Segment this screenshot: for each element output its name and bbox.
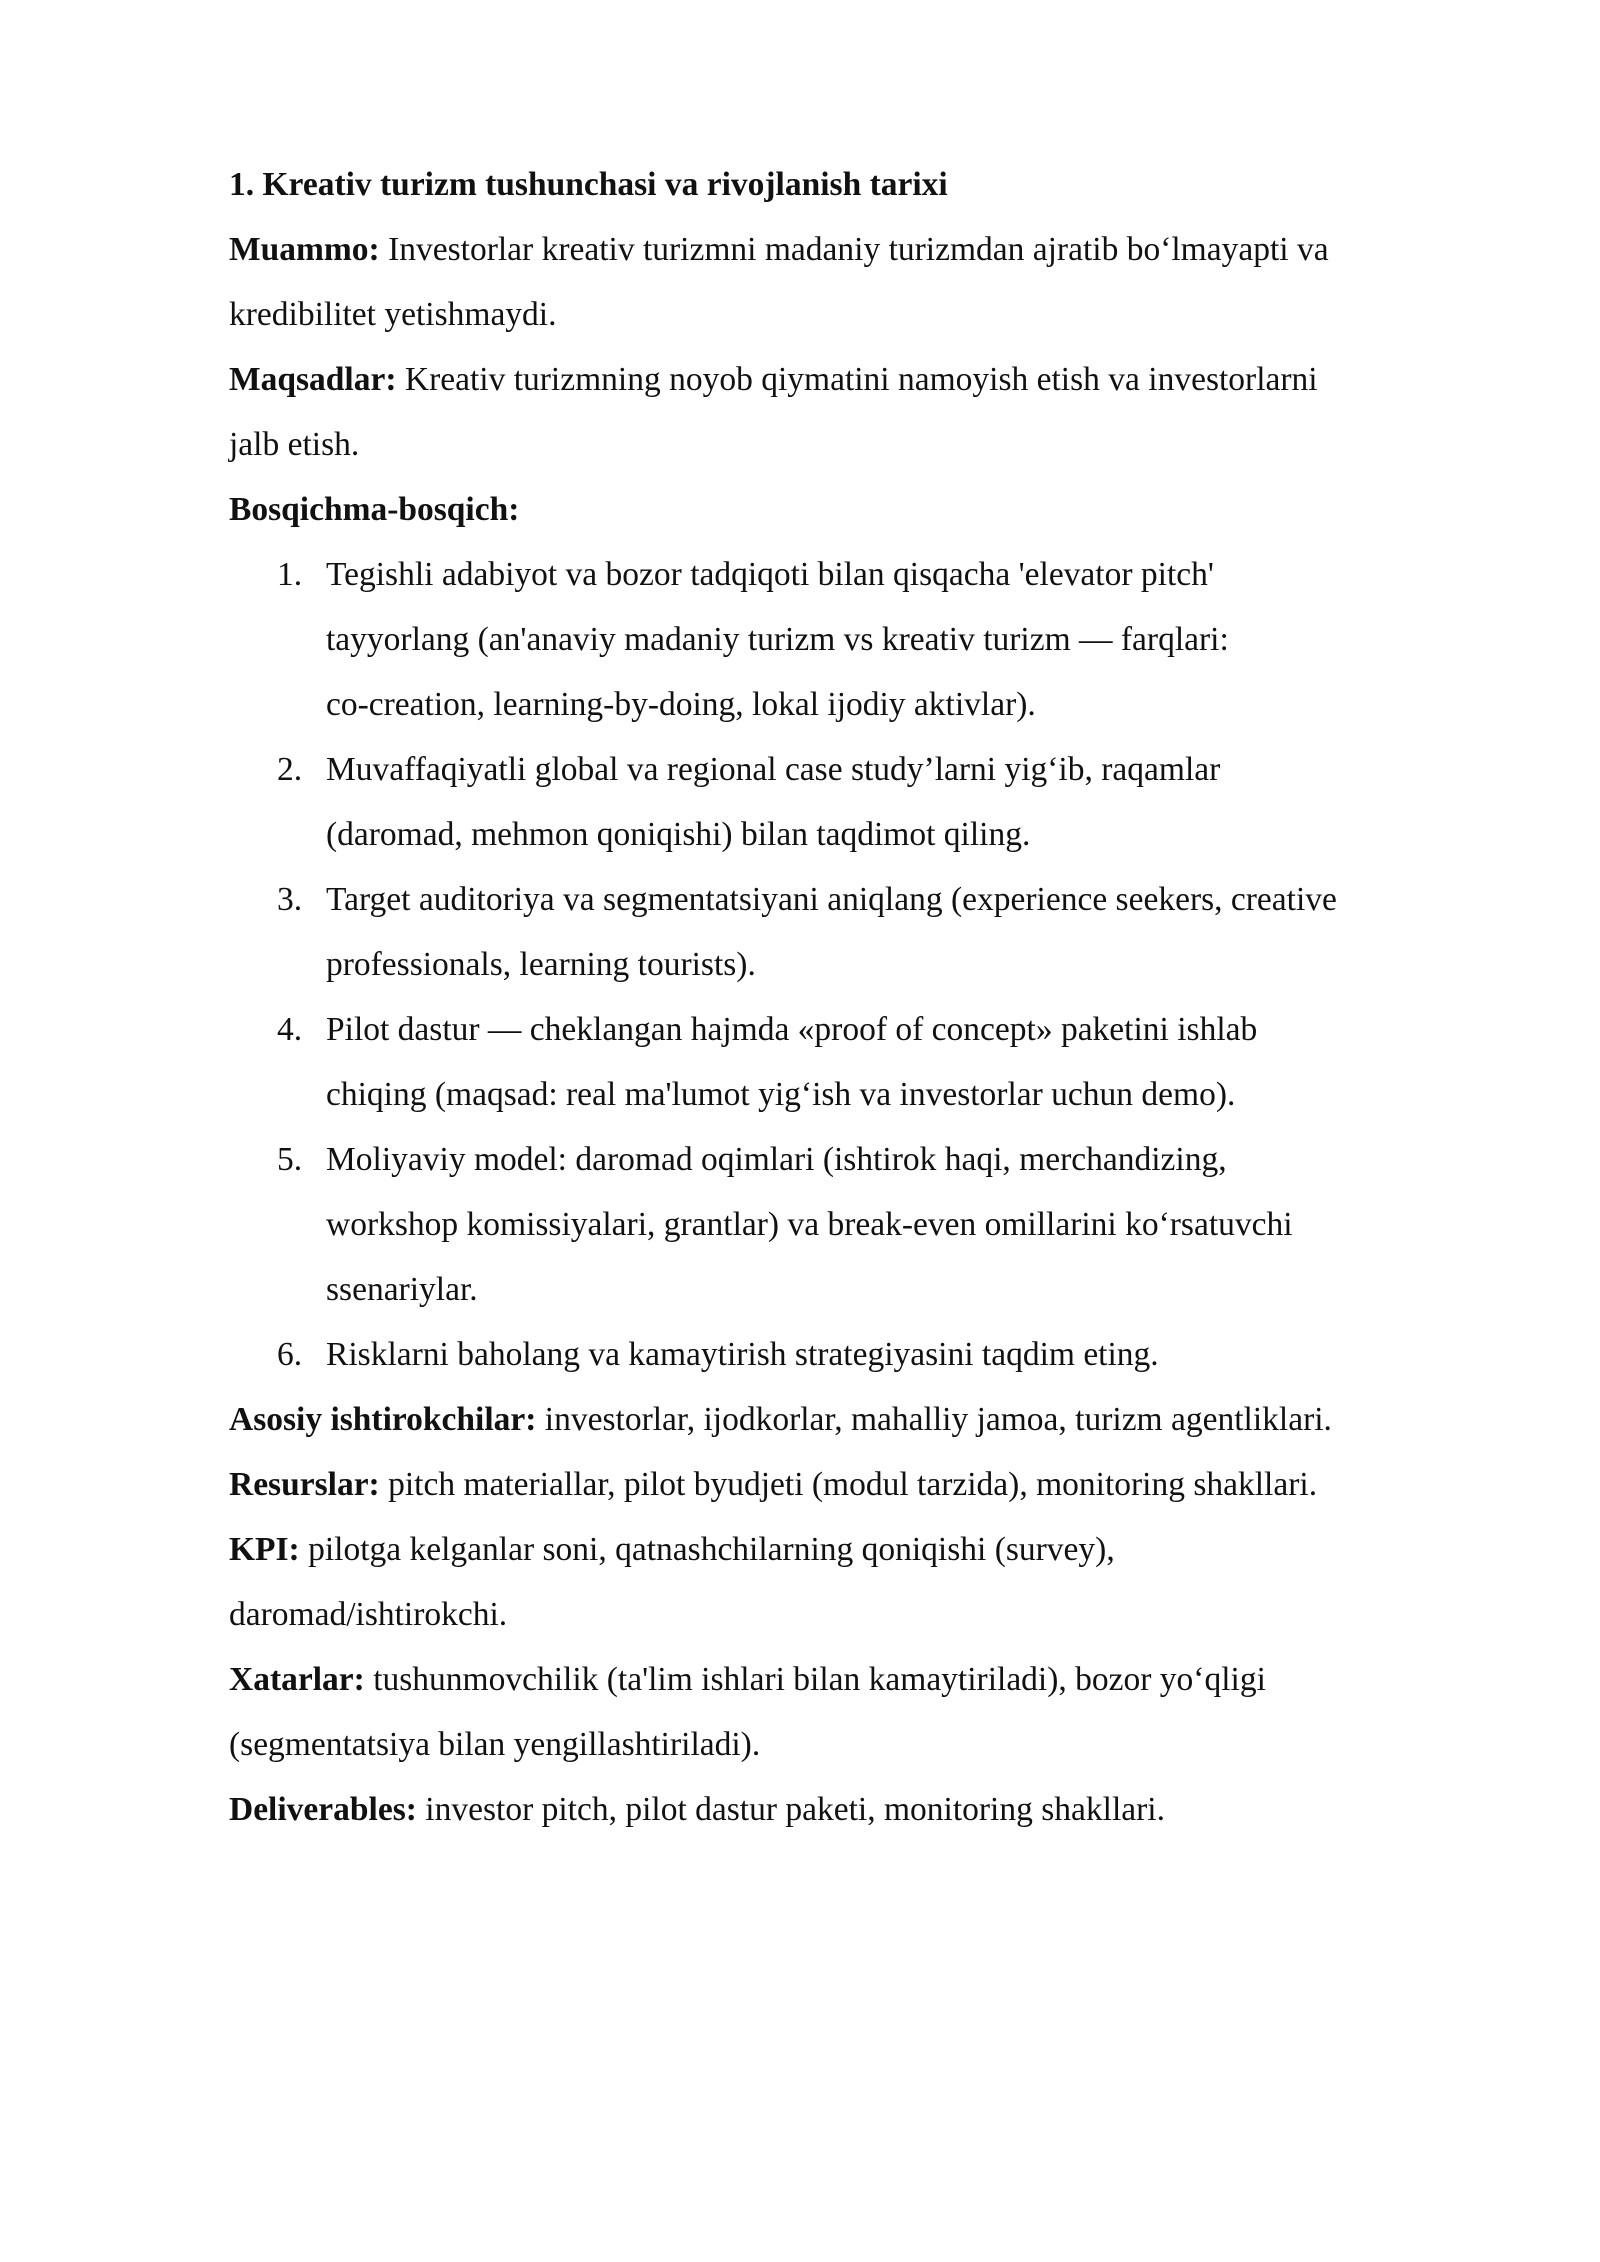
list-item (229, 542, 1509, 737)
step-line: Target auditoriya va segmentatsiyani aniqlang (experience seekers, creative (326, 881, 1337, 918)
resources-line-1 (229, 1452, 1509, 1517)
risks-line-1 (229, 1647, 1509, 1712)
participants-text-1: investorlar, ijodkorlar, mahalliy jamoa, turizm agentliklari. (544, 1401, 1332, 1438)
steps-list (229, 542, 1509, 1387)
list-item (229, 1322, 1509, 1387)
deliverables-line-1 (229, 1777, 1509, 1842)
document-page (229, 152, 1509, 1842)
step-line: Muvaffaqiyatli global va regional case study’larni yig‘ib, raqamlar (326, 751, 1221, 788)
step-line: workshop komissiyalari, grantlar) va break-even omillarini ko‘rsatuvchi (326, 1206, 1293, 1243)
step-line: professionals, learning tourists). (326, 946, 756, 983)
section-title: 1. Kreativ turizm tushunchasi va rivojlanish tarixi (229, 166, 948, 203)
deliverables-text-1: investor pitch, pilot dastur paketi, monitoring shakllari. (425, 1791, 1165, 1828)
step-line: ssenariylar. (326, 1271, 478, 1308)
problem-line-1 (229, 217, 1509, 282)
step-line: tayyorlang (an'anaviy madaniy turizm vs kreativ turizm — farqlari: (326, 621, 1229, 658)
risks-paragraph (229, 1647, 1509, 1777)
participants-paragraph (229, 1387, 1509, 1452)
participants-line-1 (229, 1387, 1509, 1452)
step-line: Tegishli adabiyot va bozor tadqiqoti bilan qisqacha 'elevator pitch' (326, 556, 1214, 593)
goals-line-2: jalb etish. (229, 426, 360, 463)
list-item (229, 997, 1509, 1127)
kpi-line-1 (229, 1517, 1509, 1582)
deliverables-label: Deliverables: (229, 1791, 417, 1828)
kpi-text-1: pilotga kelganlar soni, qatnashchilarning qoniqishi (survey), (308, 1531, 1115, 1568)
step-line: Risklarni baholang va kamaytirish strategiyasini taqdim eting. (326, 1336, 1159, 1373)
steps-heading: Bosqichma-bosqich: (229, 491, 520, 528)
problem-line-2: kredibilitet yetishmaydi. (229, 296, 557, 333)
list-item (229, 737, 1509, 867)
resources-label: Resurslar: (229, 1466, 380, 1503)
goals-paragraph (229, 347, 1509, 477)
step-line: co-creation, learning-by-doing, lokal ijodiy aktivlar). (326, 686, 1036, 723)
list-item (229, 1127, 1509, 1322)
goals-line-1 (229, 347, 1509, 412)
risks-line-2: (segmentatsiya bilan yengillashtiriladi). (229, 1726, 761, 1763)
step-line: Pilot dastur — cheklangan hajmda «proof of concept» paketini ishlab (326, 1011, 1258, 1048)
resources-paragraph (229, 1452, 1509, 1517)
deliverables-paragraph (229, 1777, 1509, 1842)
step-number: 3. (277, 881, 303, 918)
step-number: 4. (277, 1011, 303, 1048)
kpi-paragraph (229, 1517, 1509, 1647)
list-item (229, 867, 1509, 997)
problem-paragraph (229, 217, 1509, 347)
step-number: 2. (277, 751, 303, 788)
step-line: Moliyaviy model: daromad oqimlari (ishtirok haqi, merchandizing, (326, 1141, 1227, 1178)
step-number: 5. (277, 1141, 303, 1178)
risks-text-1: tushunmovchilik (ta'lim ishlari bilan kamaytiriladi), bozor yo‘qligi (373, 1661, 1266, 1698)
step-number: 1. (277, 556, 303, 593)
kpi-label: KPI: (229, 1531, 300, 1568)
problem-text-1: Investorlar kreativ turizmni madaniy turizmdan ajratib bo‘lmayapti va (388, 231, 1329, 268)
step-number: 6. (277, 1336, 303, 1373)
step-line: chiqing (maqsad: real ma'lumot yig‘ish va investorlar uchun demo). (326, 1076, 1236, 1113)
participants-label: Asosiy ishtirokchilar: (229, 1401, 537, 1438)
step-line: (daromad, mehmon qoniqishi) bilan taqdimot qiling. (326, 816, 1031, 853)
resources-text-1: pitch materiallar, pilot byudjeti (modul tarzida), monitoring shakllari. (388, 1466, 1318, 1503)
problem-label: Muammo: (229, 231, 380, 268)
kpi-line-2: daromad/ishtirokchi. (229, 1596, 508, 1633)
goals-label: Maqsadlar: (229, 361, 397, 398)
risks-label: Xatarlar: (229, 1661, 365, 1698)
goals-text-1: Kreativ turizmning noyob qiymatini namoyish etish va investorlarni (404, 361, 1318, 398)
